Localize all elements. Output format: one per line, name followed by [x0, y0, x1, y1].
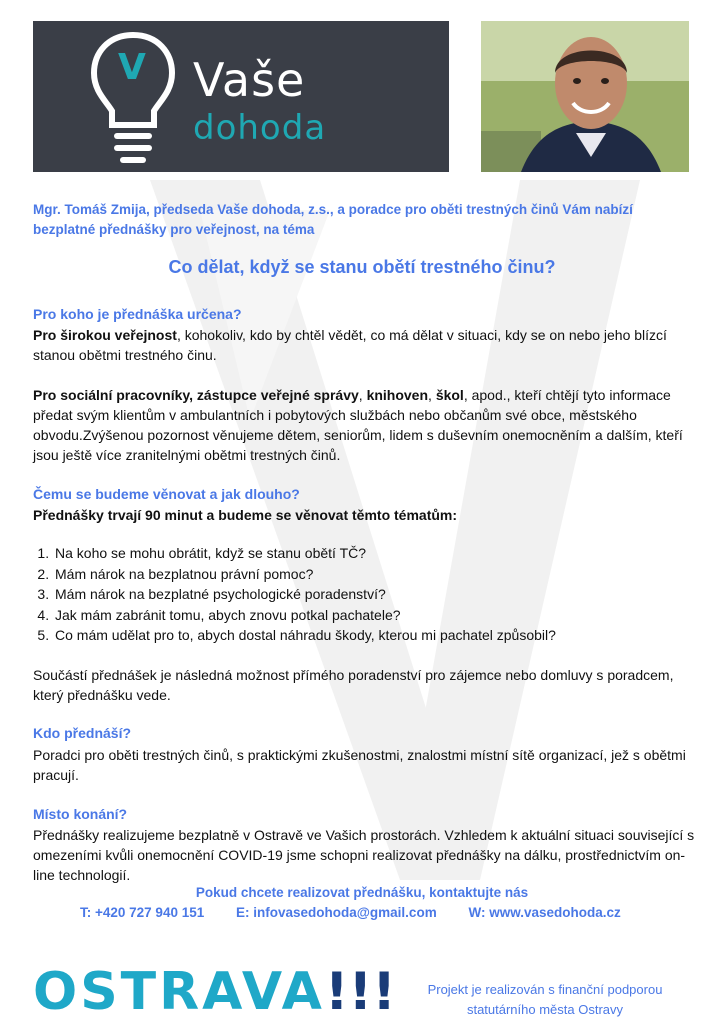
list-item: 4. Jak mám zabránit tomu, abych znovu potkal pachatele?: [53, 605, 556, 626]
contact-cta: Pokud chcete realizovat přednášku, kontaktujte nás: [195, 885, 529, 900]
contact-row: [80, 905, 649, 920]
topics-heading: Čemu se budeme věnovat a jak dlouho?: [33, 486, 300, 502]
list-item: 5. Co mám udělat pro to, abych dostal náhradu škody, kterou mi pachatel způsobil?: [53, 625, 556, 646]
audience-p1-bold: Pro širokou veřejnost: [33, 327, 177, 343]
funding-note-line2: statutárního města Ostravy: [466, 1002, 624, 1017]
page-title: Co dělat, když se stanu obětí trestného činu?: [168, 257, 556, 277]
ostrava-logo-text: OSTRAVA: [33, 962, 325, 1022]
audience-p2-bold1: Pro sociální pracovníky, zástupce veřejné správy: [33, 387, 359, 403]
audience-p2-rest: , apod., kteří chtějí tyto informace předat svým klientům v ambulantních i pobytových službách nebo občanům své obce, městského obvodu.Zvýšenou pozornost věnujeme dětem, seniorům, lidem s duševním onemocněním a dalším, kteří jsou ještě více zranitelnými obětmi trestných činů.: [33, 387, 683, 463]
funding-note-line1: Projekt je realizován s finanční podporou: [427, 982, 663, 997]
audience-heading: Pro koho je přednáška určena?: [33, 306, 242, 322]
audience-p1-rest: , kohokoliv, kdo by chtěl vědět, co má dělat v situaci, kdy se on nebo jeho blízcí stanou obětmi trestného činu.: [33, 327, 667, 363]
vase-dohoda-logo: [33, 21, 449, 172]
topics-note: Součástí přednášek je následná možnost přímého poradenství pro zájemce nebo domluvy s poradcem, který přednášku vede.: [33, 667, 674, 703]
audience-p2-sep2: ,: [428, 387, 436, 403]
logo-letter: V: [118, 47, 146, 88]
speaker-photo: [481, 21, 689, 172]
contact-web[interactable]: W: www.vasedohoda.cz: [468, 905, 621, 920]
intro-text: Mgr. Tomáš Zmija, předseda Vaše dohoda, z.s., a poradce pro oběti trestných činů Vám nabízí bezplatné přednášky pro veřejnost, na téma: [33, 202, 633, 237]
list-item: 3. Mám nárok na bezplatné psychologické poradenství?: [53, 584, 556, 605]
contact-email[interactable]: E: infovasedohoda@gmail.com: [236, 905, 437, 920]
place-heading: Místo konání?: [33, 806, 128, 822]
contact-phone[interactable]: T: +420 727 940 151: [80, 905, 205, 920]
audience-paragraph-1: [33, 325, 703, 365]
speaker-text: Poradci pro oběti trestných činů, s praktickými zkušenostmi, znalostmi místní sítě organizací, jež s obětmi pracují.: [33, 747, 686, 783]
speaker-heading: Kdo přednáší?: [33, 725, 132, 741]
logo-name-line2: dohoda: [193, 108, 327, 148]
ostrava-logo-bang: !!!: [324, 962, 396, 1022]
logo-name-line1: Vaše: [193, 53, 306, 107]
ostrava-logo: [33, 962, 396, 1022]
audience-p2-bold3: škol: [435, 387, 464, 403]
place-text: Přednášky realizujeme bezplatně v Ostravě ve Vašich prostorách. Vzhledem k aktuální situaci související s omezeními kvůli onemocnění COVID-19 jsme schopni realizovat přednášky na dálku, prostřednictvím on-line technologií.: [33, 827, 695, 883]
audience-p2-sep1: ,: [358, 387, 367, 403]
topics-list: [33, 543, 556, 646]
list-item: 1. Na koho se mohu obrátit, když se stanu obětí TČ?: [53, 543, 556, 564]
audience-p2-bold2: knihoven: [366, 387, 429, 403]
audience-paragraph-2: [33, 385, 703, 465]
topics-subheading: Přednášky trvají 90 minut a budeme se věnovat těmto tématům:: [33, 507, 458, 523]
list-item: 2. Mám nárok na bezplatnou právní pomoc?: [53, 564, 556, 585]
funding-note: [400, 980, 690, 1020]
